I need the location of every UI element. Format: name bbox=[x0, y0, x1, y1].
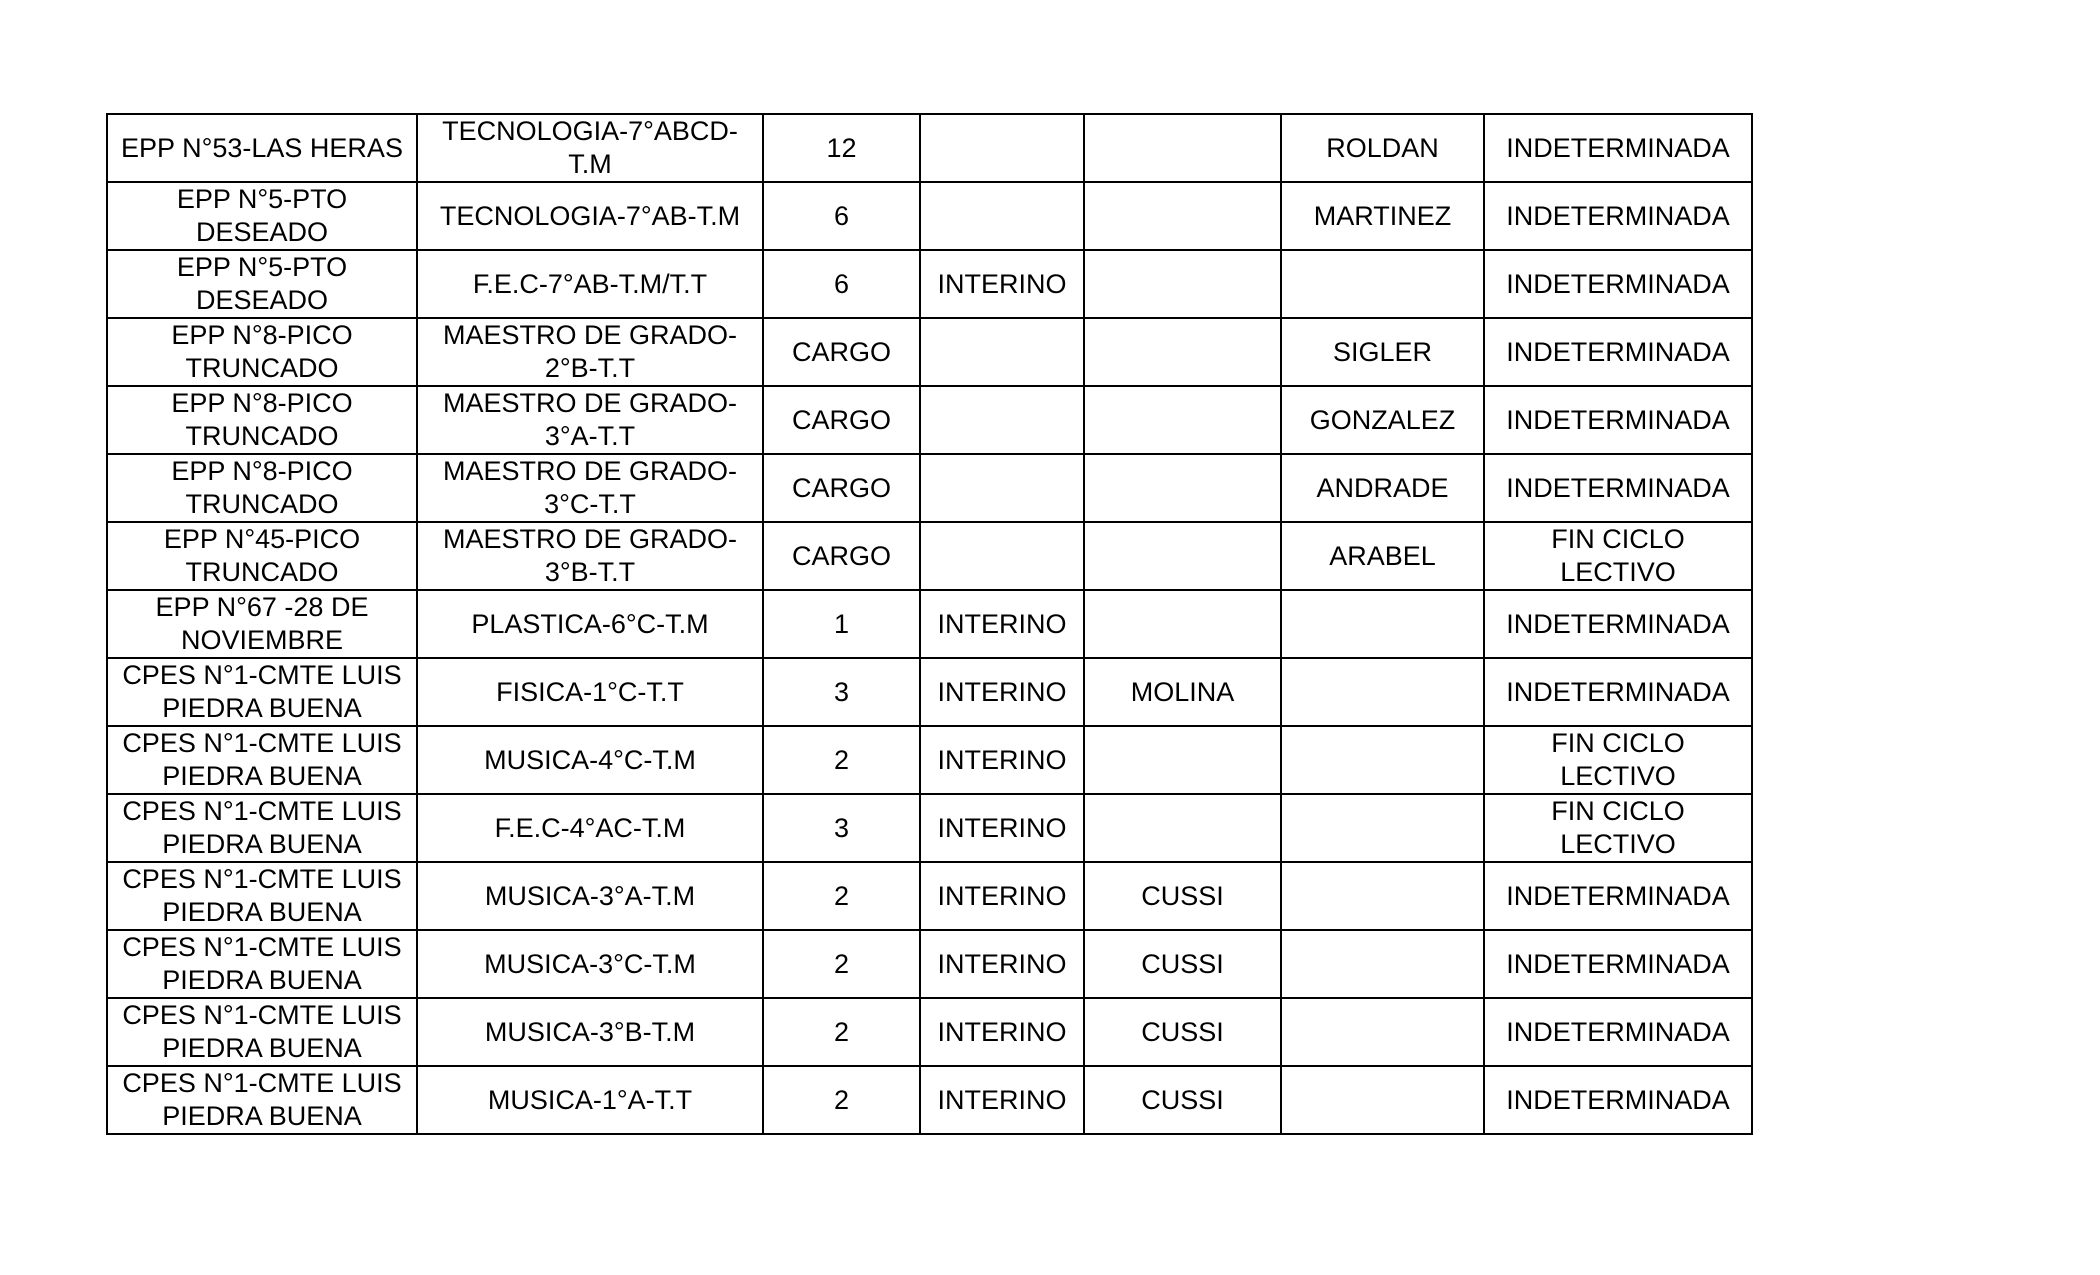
status-cell bbox=[920, 454, 1084, 522]
hours-cell: 6 bbox=[763, 182, 920, 250]
school-cell: CPES N°1-CMTE LUIS PIEDRA BUENA bbox=[107, 794, 417, 862]
teacher-cell bbox=[1084, 318, 1281, 386]
holder-cell bbox=[1281, 794, 1484, 862]
hours-cell: 2 bbox=[763, 998, 920, 1066]
status-cell bbox=[920, 386, 1084, 454]
status-cell: INTERINO bbox=[920, 590, 1084, 658]
status-cell: INTERINO bbox=[920, 862, 1084, 930]
table-row bbox=[107, 658, 1752, 726]
hours-cell: 2 bbox=[763, 862, 920, 930]
holder-cell bbox=[1281, 930, 1484, 998]
teacher-cell: CUSSI bbox=[1084, 998, 1281, 1066]
teacher-cell bbox=[1084, 794, 1281, 862]
subject-cell: MAESTRO DE GRADO-3°C-T.T bbox=[417, 454, 763, 522]
table-row bbox=[107, 862, 1752, 930]
table-row bbox=[107, 1066, 1752, 1134]
table-row bbox=[107, 182, 1752, 250]
teacher-cell bbox=[1084, 726, 1281, 794]
duration-cell: FIN CICLO LECTIVO bbox=[1484, 522, 1752, 590]
school-cell: CPES N°1-CMTE LUIS PIEDRA BUENA bbox=[107, 930, 417, 998]
status-cell: INTERINO bbox=[920, 794, 1084, 862]
status-cell bbox=[920, 114, 1084, 182]
school-cell: EPP N°8-PICO TRUNCADO bbox=[107, 318, 417, 386]
table-row bbox=[107, 522, 1752, 590]
subject-cell: MAESTRO DE GRADO-3°B-T.T bbox=[417, 522, 763, 590]
holder-cell bbox=[1281, 250, 1484, 318]
school-cell: EPP N°8-PICO TRUNCADO bbox=[107, 454, 417, 522]
table-row bbox=[107, 998, 1752, 1066]
status-cell: INTERINO bbox=[920, 250, 1084, 318]
table-row bbox=[107, 794, 1752, 862]
hours-cell: 3 bbox=[763, 794, 920, 862]
duration-cell: INDETERMINADA bbox=[1484, 658, 1752, 726]
status-cell bbox=[920, 318, 1084, 386]
holder-cell: MARTINEZ bbox=[1281, 182, 1484, 250]
duration-cell: INDETERMINADA bbox=[1484, 862, 1752, 930]
school-cell: EPP N°5-PTO DESEADO bbox=[107, 182, 417, 250]
hours-cell: 6 bbox=[763, 250, 920, 318]
table-row bbox=[107, 114, 1752, 182]
status-cell: INTERINO bbox=[920, 930, 1084, 998]
subject-cell: TECNOLOGIA-7°AB-T.M bbox=[417, 182, 763, 250]
duration-cell: INDETERMINADA bbox=[1484, 454, 1752, 522]
teacher-cell bbox=[1084, 114, 1281, 182]
holder-cell bbox=[1281, 590, 1484, 658]
school-cell: CPES N°1-CMTE LUIS PIEDRA BUENA bbox=[107, 1066, 417, 1134]
school-cell: CPES N°1-CMTE LUIS PIEDRA BUENA bbox=[107, 998, 417, 1066]
duration-cell: INDETERMINADA bbox=[1484, 998, 1752, 1066]
subject-cell: MUSICA-3°B-T.M bbox=[417, 998, 763, 1066]
table-row bbox=[107, 930, 1752, 998]
holder-cell bbox=[1281, 658, 1484, 726]
hours-cell: CARGO bbox=[763, 386, 920, 454]
subject-cell: PLASTICA-6°C-T.M bbox=[417, 590, 763, 658]
status-cell: INTERINO bbox=[920, 998, 1084, 1066]
school-cell: EPP N°67 -28 DE NOVIEMBRE bbox=[107, 590, 417, 658]
table-row bbox=[107, 590, 1752, 658]
status-cell bbox=[920, 182, 1084, 250]
subject-cell: TECNOLOGIA-7°ABCD-T.M bbox=[417, 114, 763, 182]
teacher-cell: MOLINA bbox=[1084, 658, 1281, 726]
hours-cell: CARGO bbox=[763, 522, 920, 590]
school-cell: CPES N°1-CMTE LUIS PIEDRA BUENA bbox=[107, 862, 417, 930]
teacher-cell bbox=[1084, 182, 1281, 250]
duration-cell: INDETERMINADA bbox=[1484, 930, 1752, 998]
teacher-cell bbox=[1084, 454, 1281, 522]
duration-cell: INDETERMINADA bbox=[1484, 386, 1752, 454]
school-cell: CPES N°1-CMTE LUIS PIEDRA BUENA bbox=[107, 726, 417, 794]
holder-cell bbox=[1281, 1066, 1484, 1134]
subject-cell: MAESTRO DE GRADO-2°B-T.T bbox=[417, 318, 763, 386]
hours-cell: 3 bbox=[763, 658, 920, 726]
table-row bbox=[107, 318, 1752, 386]
teacher-cell: CUSSI bbox=[1084, 862, 1281, 930]
table-body bbox=[107, 114, 1752, 1134]
duration-cell: INDETERMINADA bbox=[1484, 114, 1752, 182]
table-row bbox=[107, 726, 1752, 794]
hours-cell: CARGO bbox=[763, 454, 920, 522]
subject-cell: FISICA-1°C-T.T bbox=[417, 658, 763, 726]
subject-cell: F.E.C-7°AB-T.M/T.T bbox=[417, 250, 763, 318]
duration-cell: INDETERMINADA bbox=[1484, 1066, 1752, 1134]
duration-cell: INDETERMINADA bbox=[1484, 590, 1752, 658]
table-row bbox=[107, 250, 1752, 318]
school-cell: CPES N°1-CMTE LUIS PIEDRA BUENA bbox=[107, 658, 417, 726]
subject-cell: MUSICA-4°C-T.M bbox=[417, 726, 763, 794]
hours-cell: CARGO bbox=[763, 318, 920, 386]
data-table bbox=[106, 113, 1753, 1135]
duration-cell: INDETERMINADA bbox=[1484, 182, 1752, 250]
hours-cell: 2 bbox=[763, 930, 920, 998]
subject-cell: F.E.C-4°AC-T.M bbox=[417, 794, 763, 862]
table-row bbox=[107, 386, 1752, 454]
holder-cell: GONZALEZ bbox=[1281, 386, 1484, 454]
teacher-cell: CUSSI bbox=[1084, 930, 1281, 998]
holder-cell bbox=[1281, 726, 1484, 794]
hours-cell: 2 bbox=[763, 1066, 920, 1134]
holder-cell: ROLDAN bbox=[1281, 114, 1484, 182]
school-cell: EPP N°45-PICO TRUNCADO bbox=[107, 522, 417, 590]
holder-cell bbox=[1281, 862, 1484, 930]
subject-cell: MUSICA-3°C-T.M bbox=[417, 930, 763, 998]
subject-cell: MAESTRO DE GRADO-3°A-T.T bbox=[417, 386, 763, 454]
status-cell: INTERINO bbox=[920, 726, 1084, 794]
holder-cell bbox=[1281, 998, 1484, 1066]
duration-cell: FIN CICLO LECTIVO bbox=[1484, 726, 1752, 794]
subject-cell: MUSICA-1°A-T.T bbox=[417, 1066, 763, 1134]
duration-cell: INDETERMINADA bbox=[1484, 318, 1752, 386]
teacher-cell bbox=[1084, 522, 1281, 590]
teacher-cell: CUSSI bbox=[1084, 1066, 1281, 1134]
teacher-cell bbox=[1084, 386, 1281, 454]
duration-cell: INDETERMINADA bbox=[1484, 250, 1752, 318]
table-row bbox=[107, 454, 1752, 522]
teacher-cell bbox=[1084, 590, 1281, 658]
status-cell: INTERINO bbox=[920, 658, 1084, 726]
school-cell: EPP N°8-PICO TRUNCADO bbox=[107, 386, 417, 454]
school-cell: EPP N°5-PTO DESEADO bbox=[107, 250, 417, 318]
school-cell: EPP N°53-LAS HERAS bbox=[107, 114, 417, 182]
duration-cell: FIN CICLO LECTIVO bbox=[1484, 794, 1752, 862]
subject-cell: MUSICA-3°A-T.M bbox=[417, 862, 763, 930]
hours-cell: 2 bbox=[763, 726, 920, 794]
status-cell bbox=[920, 522, 1084, 590]
holder-cell: ARABEL bbox=[1281, 522, 1484, 590]
teacher-cell bbox=[1084, 250, 1281, 318]
status-cell: INTERINO bbox=[920, 1066, 1084, 1134]
holder-cell: SIGLER bbox=[1281, 318, 1484, 386]
holder-cell: ANDRADE bbox=[1281, 454, 1484, 522]
hours-cell: 12 bbox=[763, 114, 920, 182]
hours-cell: 1 bbox=[763, 590, 920, 658]
